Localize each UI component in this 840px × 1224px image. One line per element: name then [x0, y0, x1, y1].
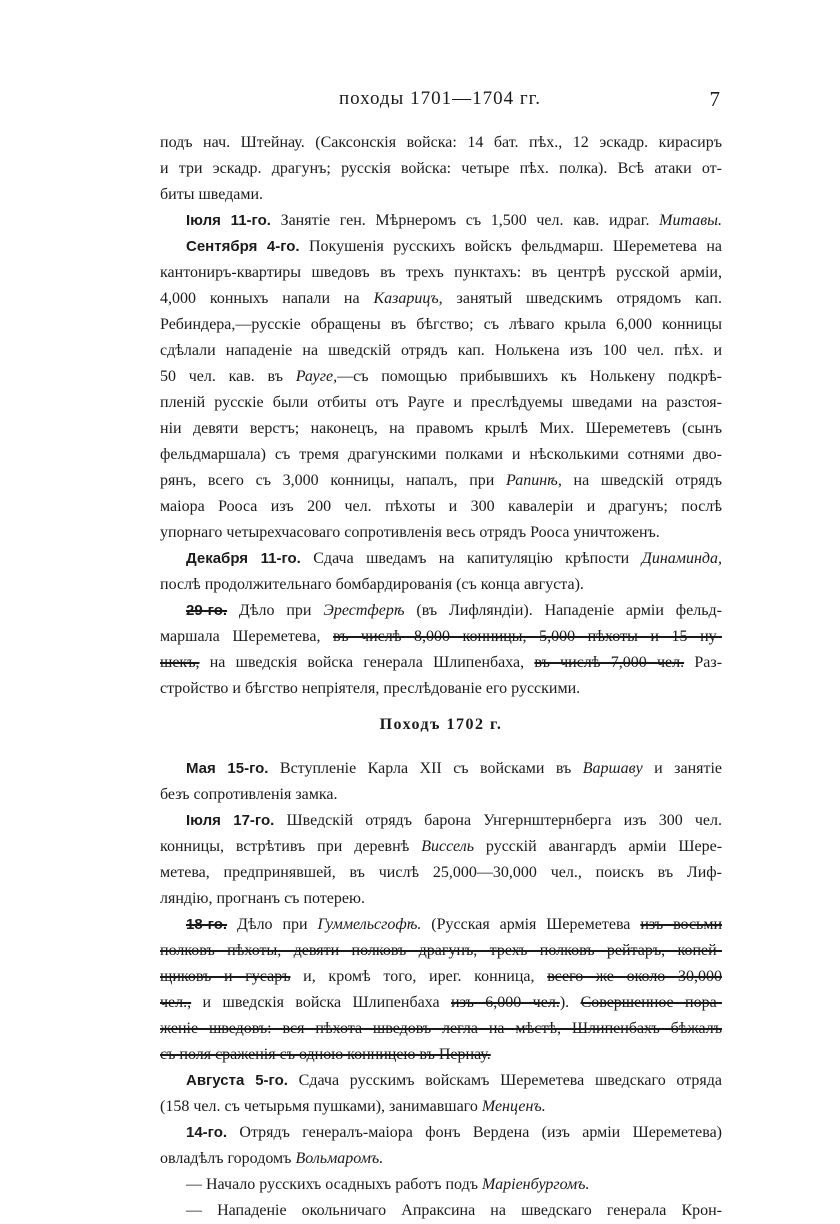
text-line: конницы, встрѣтивъ при деревнѣ Виссель русскій авангардъ арміи Шере-	[160, 838, 722, 855]
struck-text: чел.,	[160, 994, 192, 1011]
entry-line: Мая 15-го. Вступленіе Карла XII съ войсками въ Варшаву и занятіе	[186, 760, 722, 777]
struck-text: въ числѣ 7,000 чел.	[534, 654, 685, 671]
page-number: 7	[709, 87, 720, 111]
text-line: сдѣлали нападеніе на шведскій отрядъ кап. Нолькена изъ 100 чел. пѣх. и	[160, 342, 722, 359]
text-line: щиковъ и гусаръ и, кромѣ того, ирег. конница, всего же около 30,000	[160, 968, 722, 985]
entry-date: 18-го.	[186, 916, 228, 933]
struck-text: изъ 6,000 чел.	[451, 994, 560, 1011]
place-name: Вольмаромъ.	[295, 1150, 384, 1167]
entry-date: Сентября 4-го.	[186, 238, 300, 255]
entry-date: Декабря 11-го.	[186, 550, 301, 567]
place-name: Виссель	[421, 838, 474, 855]
place-name: Рапинѣ,	[506, 472, 562, 489]
entry-date: 29-го.	[186, 602, 228, 619]
text-line: пленій русскіе были отбиты отъ Рауге и преслѣдуемы шведами на разстоя-	[160, 394, 722, 411]
place-name: Рауге,	[295, 368, 338, 385]
struck-text: полковъ пѣхоты, девяти полковъ драгунъ, трехъ полковъ рейтаръ, копей-	[160, 942, 722, 959]
text-line: биты шведами.	[160, 186, 264, 203]
body-text	[160, 130, 722, 1224]
text-line: ляндію, прогнанъ съ потерею.	[160, 890, 365, 907]
text-line: стройство и бѣгство непріятеля, преслѣдованіе его русскими.	[160, 680, 581, 697]
struck-text: съ поля сраженія съ одною конницею въ Пернау.	[160, 1046, 491, 1063]
struck-text: женіе шведовъ: вся пѣхота шведовъ легла на мѣстѣ, Шлипенбахъ бѣжалъ	[160, 1020, 722, 1037]
struck-text: всего же около 30,000	[547, 968, 722, 985]
entry-line: 29-го. Дѣло при Эрестферѣ (въ Лифляндіи). Нападеніе арміи фельд-	[186, 602, 722, 619]
entry-date: 14-го.	[186, 1124, 228, 1141]
text-line: упорнаго четырехчасоваго сопротивленія весь отрядъ Рооса уничтоженъ.	[160, 524, 660, 541]
text-line: (158 чел. съ четырьмя пушками), занимавшаго Менценъ.	[160, 1098, 546, 1115]
place-name: Динаминда,	[641, 550, 722, 567]
text-line: маіора Рооса изъ 200 чел. пѣхоты и 300 кавалеріи и драгунъ; послѣ	[160, 498, 722, 515]
text-line	[160, 938, 722, 964]
text-line: подъ нач. Штейнау. (Саксонскія войска: 14 бат. пѣх., 12 эскадр. кирасиръ	[160, 134, 722, 151]
text-line: чел., и шведскія войска Шлипенбаха изъ 6,000 чел.). Совершенное пора-	[160, 994, 722, 1011]
struck-text: щиковъ и гусаръ	[160, 968, 291, 985]
entry-line: Августа 5-го. Сдача русскимъ войскамъ Шереметева шведскаго отряда	[186, 1072, 722, 1089]
text-line: Ребиндера,—русскіе обращены въ бѣгство; съ лѣваго крыла 6,000 конницы	[160, 316, 722, 333]
entry-line: 14-го. Отрядъ генералъ-маіора фонъ Вердена (изъ арміи Шереметева)	[186, 1124, 722, 1141]
entry-date: Мая 15-го.	[186, 760, 269, 777]
entry-line: 18-го. Дѣло при Гуммельсгофѣ. (Русская армія Шереметева изъ восьми	[186, 916, 722, 933]
text-line: фельдмаршала) съ тремя драгунскими полками и нѣсколькими сотнями дво-	[160, 446, 722, 463]
text-line: маршала Шереметева, въ числѣ 8,000 конницы, 5,000 пѣхоты и 15 ну-	[160, 628, 722, 645]
text-line: шекъ, на шведскія войска генерала Шлипенбаха, въ числѣ 7,000 чел. Раз-	[160, 654, 722, 671]
entry-line: Іюля 17-го. Шведскій отрядъ барона Унгернштернберга изъ 300 чел.	[186, 812, 722, 829]
text-line: 50 чел. кав. въ Рауге,—съ помощью прибывшихъ къ Нолькену подкрѣ-	[160, 368, 722, 385]
entry-date: Іюля 11-го.	[186, 212, 271, 229]
place-name: Казарицъ,	[373, 290, 443, 307]
text-line: 4,000 конныхъ напали на Казарицъ, занятый шведскимъ отрядомъ кап.	[160, 290, 722, 307]
entry-line: — Нападеніе окольничаго Апраксина на шведскаго генерала Крон-	[186, 1202, 722, 1219]
text-line: безъ сопротивленія замка.	[160, 786, 338, 803]
text-line: кантониръ-квартиры шведовъ въ трехъ пунктахъ: въ центрѣ русской арміи,	[160, 264, 722, 281]
place-name: Маріенбургомъ.	[482, 1176, 590, 1193]
place-name: Эрестферѣ	[323, 602, 405, 619]
place-name: Менценъ.	[481, 1098, 546, 1115]
entry-date: Августа 5-го.	[186, 1072, 288, 1089]
text-line: послѣ продолжительнаго бомбардированія (съ конца августа).	[160, 576, 584, 593]
text-line: метева, предпринявшей, въ числѣ 25,000—30,000 чел., поискъ въ Лиф-	[160, 864, 722, 881]
place-name: Митавы.	[659, 212, 722, 229]
text-line: рянъ, всего съ 3,000 конницы, напалъ, при Рапинѣ, на шведскій отрядъ	[160, 472, 722, 489]
place-name: Гуммельсгофѣ.	[317, 916, 422, 933]
running-title: походы 1701—1704 гг.	[338, 88, 542, 109]
text-line: ніи девяти верстъ; наконецъ, на правомъ крылѣ Мих. Шереметевъ (сынъ	[160, 420, 722, 437]
struck-text: изъ восьми	[640, 916, 722, 933]
entry-line: Декабря 11-го. Сдача шведамъ на капитуляцію крѣпости Динаминда,	[186, 550, 722, 567]
text-line: овладѣлъ городомъ Вольмаромъ.	[160, 1150, 384, 1167]
entry-line: — Начало русскихъ осадныхъ работъ подъ Маріенбургомъ.	[186, 1176, 590, 1193]
struck-text: въ числѣ 8,000 конницы, 5,000 пѣхоты и 15 ну-	[333, 628, 722, 645]
text-line	[160, 1042, 722, 1068]
place-name: Варшаву	[582, 760, 643, 777]
struck-text: Совершенное пора-	[580, 994, 722, 1011]
struck-text: шекъ,	[160, 654, 200, 671]
entry-line: Іюля 11-го. Занятіе ген. Мѣрнеромъ съ 1,500 чел. кав. идраг. Митавы.	[186, 212, 722, 229]
section-heading: Походъ 1702 г.	[379, 716, 503, 733]
entry-date: Іюля 17-го.	[186, 812, 275, 829]
entry-line: Сентября 4-го. Покушенія русскихъ войскъ фельдмарш. Шереметева на	[186, 238, 722, 255]
running-head	[160, 88, 720, 118]
text-line: и три эскадр. драгунъ; русскія войска: четыре пѣх. полка). Всѣ атаки от-	[160, 160, 722, 177]
text-line	[160, 1016, 722, 1042]
